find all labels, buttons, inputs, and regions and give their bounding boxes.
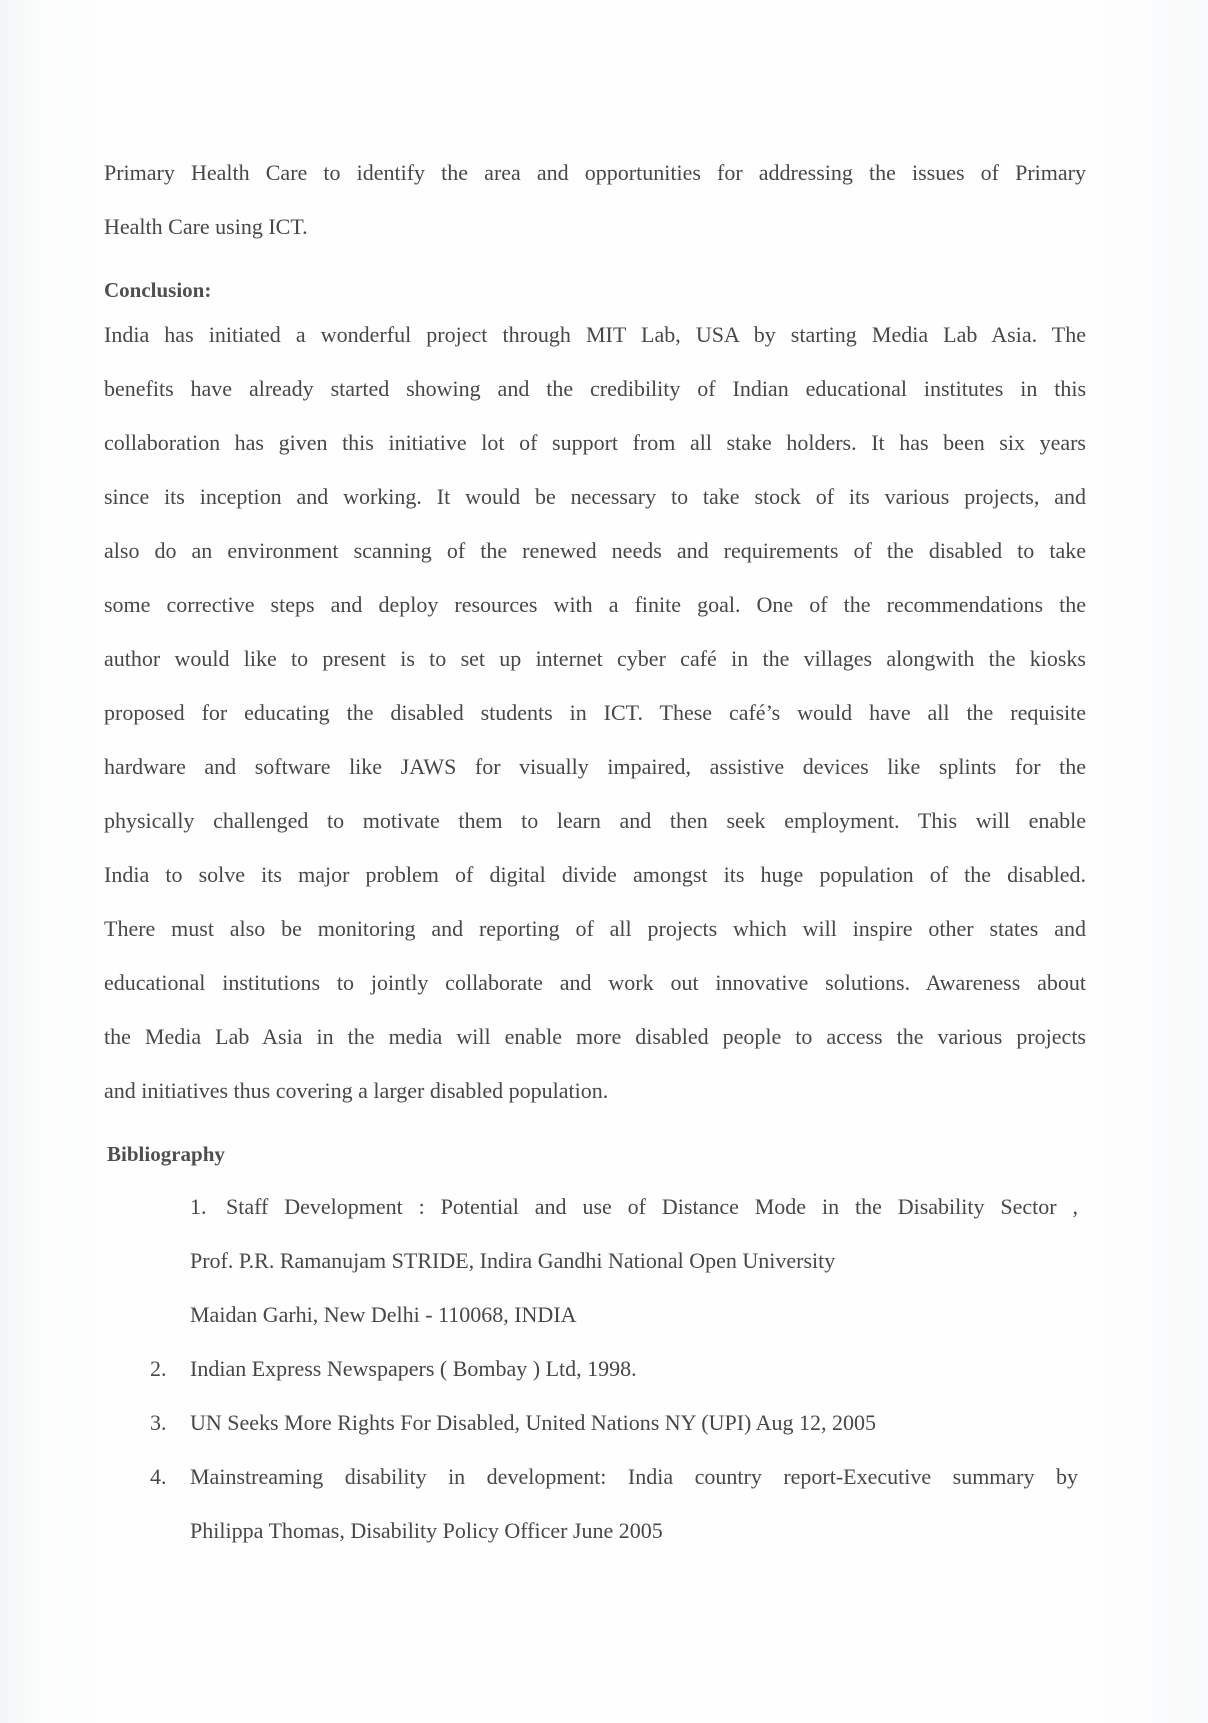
- paragraph-line: India to solve its major problem of digital divide amongst its huge population of the disabled.: [104, 862, 1086, 887]
- paragraph-line: proposed for educating the disabled students in ICT. These café’s would have all the requisite: [104, 700, 1086, 725]
- intro-line: Health Care using ICT.: [104, 214, 308, 239]
- bibliography-item-line: UN Seeks More Rights For Disabled, United Nations NY (UPI) Aug 12, 2005: [190, 1410, 877, 1435]
- intro-line: Primary Health Care to identify the area and opportunities for addressing the issues of Primary: [104, 160, 1086, 185]
- paragraph-line: since its inception and working. It would be necessary to take stock of its various projects, and: [104, 484, 1086, 509]
- paragraph-line: collaboration has given this initiative lot of support from all stake holders. It has been six years: [104, 430, 1086, 455]
- bibliography-item-line: Prof. P.R. Ramanujam STRIDE, Indira Gandhi National Open University: [190, 1248, 836, 1273]
- conclusion-heading: Conclusion:: [104, 278, 212, 302]
- bibliography-item-line: Maidan Garhi, New Delhi - 110068, INDIA: [190, 1302, 577, 1327]
- bibliography-item-number: 3.: [150, 1410, 167, 1435]
- paragraph-line: hardware and software like JAWS for visually impaired, assistive devices like splints for the: [104, 754, 1086, 779]
- paragraph-line: India has initiated a wonderful project through MIT Lab, USA by starting Media Lab Asia. The: [104, 322, 1086, 347]
- paragraph-line: and initiatives thus covering a larger disabled population.: [104, 1078, 609, 1103]
- bibliography-item-number: 2.: [150, 1356, 167, 1381]
- paragraph-line: some corrective steps and deploy resources with a finite goal. One of the recommendations the: [104, 592, 1086, 617]
- bibliography-item-line: Philippa Thomas, Disability Policy Officer June 2005: [190, 1518, 663, 1543]
- bibliography-item-number: 1.: [190, 1194, 207, 1219]
- bibliography-item-number: 4.: [150, 1464, 167, 1489]
- paragraph-line: There must also be monitoring and reporting of all projects which will inspire other states and: [104, 916, 1086, 941]
- paragraph-line: author would like to present is to set up internet cyber café in the villages alongwith the kiosks: [104, 646, 1086, 671]
- paragraph-line: also do an environment scanning of the renewed needs and requirements of the disabled to take: [104, 538, 1086, 563]
- bibliography-heading: Bibliography: [107, 1142, 225, 1166]
- bibliography-item-line: Indian Express Newspapers ( Bombay ) Ltd, 1998.: [190, 1356, 637, 1381]
- bibliography-item-line: Mainstreaming disability in development: India country report-Executive summary by: [190, 1464, 1078, 1489]
- paragraph-line: benefits have already started showing and the credibility of Indian educational institutes in this: [104, 376, 1086, 401]
- paragraph-line: educational institutions to jointly collaborate and work out innovative solutions. Awareness about: [104, 970, 1086, 995]
- bibliography-item-line: Staff Development : Potential and use of Distance Mode in the Disability Sector ,: [226, 1194, 1078, 1219]
- paragraph-line: physically challenged to motivate them to learn and then seek employment. This will enable: [104, 808, 1086, 833]
- paragraph-line: the Media Lab Asia in the media will enable more disabled people to access the various projects: [104, 1024, 1086, 1049]
